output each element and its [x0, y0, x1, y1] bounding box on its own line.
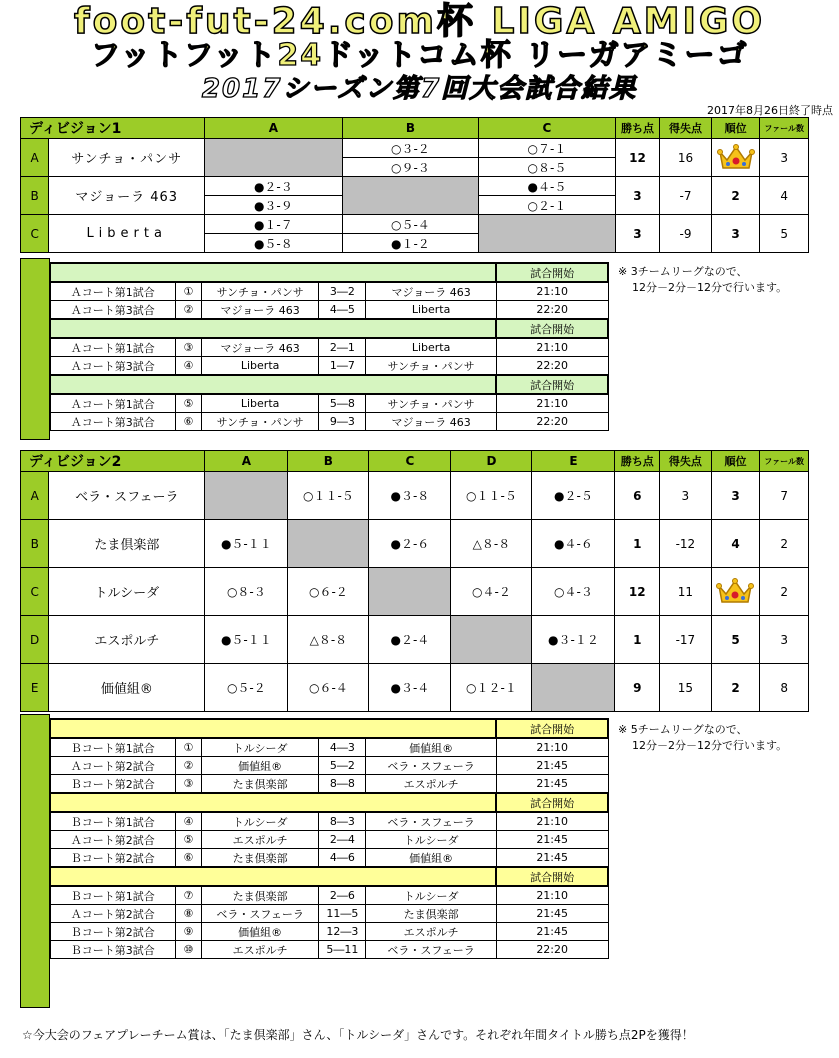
schedule-day-header [50, 867, 608, 886]
row-label: C [21, 215, 49, 253]
score: 9―3 [319, 413, 366, 431]
empty-cell [369, 568, 451, 616]
rank-header: 順位 [711, 451, 760, 472]
match-result: ●３-４ [369, 664, 451, 712]
start-time: 21:45 [496, 757, 608, 775]
start-time: 21:10 [496, 886, 608, 905]
court-game: Ａコート第3試合 [50, 413, 175, 431]
start-time-header: 試合開始 [496, 867, 608, 886]
home-team: エスポルチ [201, 941, 319, 959]
goal-diff: 16 [660, 139, 712, 177]
fouls-header: ファール数 [760, 451, 809, 472]
schedule-day-title [50, 319, 496, 338]
goal-diff: 15 [660, 664, 712, 712]
score: 4―6 [319, 849, 366, 868]
start-time: 21:45 [496, 831, 608, 849]
home-team: 価値組® [201, 757, 319, 775]
match-result: ○４-２ [451, 568, 532, 616]
away-team: Liberta [366, 301, 497, 320]
game-number: ③ [175, 338, 201, 357]
team-name: Liberta [49, 215, 205, 253]
fouls: 4 [760, 177, 809, 215]
schedule-game-row [50, 338, 608, 357]
crown-icon [717, 144, 755, 172]
col-header: C [479, 118, 616, 139]
match-result: ○９-３ [342, 158, 479, 177]
court-game: Ａコート第2試合 [50, 831, 175, 849]
rank: 2 [711, 664, 760, 712]
game-number: ⑥ [175, 413, 201, 431]
schedule-game-row [50, 282, 608, 301]
match-result: ●５-１１ [205, 520, 288, 568]
start-time: 22:20 [496, 413, 608, 431]
match-result: ●１-７ [205, 215, 343, 234]
match-result: ●３-１２ [532, 616, 615, 664]
fouls: 3 [760, 139, 809, 177]
score: 3―2 [319, 282, 366, 301]
game-number: ③ [175, 775, 201, 794]
match-result: △８-８ [288, 616, 369, 664]
game-number: ⑥ [175, 849, 201, 868]
points: 6 [615, 472, 660, 520]
away-team: 価値組® [366, 738, 496, 757]
schedule-day-header [50, 793, 608, 812]
away-team: エスポルチ [366, 775, 496, 794]
team-name: たま倶楽部 [49, 520, 205, 568]
schedule-day-header [50, 319, 608, 338]
start-time: 21:45 [496, 849, 608, 868]
match-result: ●２-５ [532, 472, 615, 520]
division1-name: ディビジョン1 [21, 118, 205, 139]
match-result: ●５-８ [205, 234, 343, 253]
row-label: B [21, 520, 49, 568]
division1-table [20, 117, 809, 253]
fouls-header: ファール数 [760, 118, 809, 139]
match-result: ●５-１１ [205, 616, 288, 664]
match-result: ○３-２ [342, 139, 479, 158]
match-result: ●４-６ [532, 520, 615, 568]
away-team: マジョーラ 463 [366, 282, 497, 301]
schedule-day-header [50, 263, 608, 282]
fouls: 8 [760, 664, 809, 712]
start-time: 21:45 [496, 905, 608, 923]
away-team: トルシーダ [366, 886, 496, 905]
match-result: ○４-３ [532, 568, 615, 616]
home-team: マジョーラ 463 [201, 301, 319, 320]
home-team: たま倶楽部 [201, 849, 319, 868]
home-team: サンチョ・パンサ [201, 282, 319, 301]
result-date: 2017年8月26日終了時点 [707, 104, 833, 117]
note-line1: ※ 5チームリーグなので、 [618, 723, 748, 736]
game-number: ⑤ [175, 831, 201, 849]
start-time: 22:20 [496, 301, 608, 320]
start-time-header: 試合開始 [496, 263, 608, 282]
schedule-game-row [50, 812, 608, 831]
start-time: 21:45 [496, 775, 608, 794]
home-team: 価値組® [201, 923, 319, 941]
start-time: 21:10 [496, 738, 608, 757]
schedule-game-row [50, 413, 608, 431]
court-game: Ｂコート第1試合 [50, 886, 175, 905]
empty-cell [205, 139, 343, 177]
schedule-game-row [50, 394, 608, 413]
schedule2-table [49, 718, 609, 959]
schedule-game-row [50, 849, 608, 868]
row-label: A [21, 472, 49, 520]
schedule-day-header [50, 719, 608, 738]
schedule-game-row [50, 941, 608, 959]
team-row [21, 616, 809, 664]
schedule-game-row [50, 886, 608, 905]
rank: 2 [711, 177, 760, 215]
schedule-game-row [50, 905, 608, 923]
schedule1-note [618, 264, 787, 296]
score: 11―5 [319, 905, 366, 923]
match-result: ○５-４ [342, 215, 479, 234]
rank [711, 139, 760, 177]
title-japanese: フットフット24ドットコム杯 リーガアミーゴ [90, 38, 749, 73]
empty-cell [288, 520, 369, 568]
game-number: ④ [175, 812, 201, 831]
schedule1-side-bar [20, 258, 50, 440]
away-team: サンチョ・パンサ [366, 394, 497, 413]
home-team: たま倶楽部 [201, 886, 319, 905]
team-name: 価値組® [49, 664, 205, 712]
points-header: 勝ち点 [615, 451, 660, 472]
points-header: 勝ち点 [615, 118, 660, 139]
away-team: 価値組® [366, 849, 496, 868]
start-time-header: 試合開始 [496, 719, 608, 738]
game-number: ⑩ [175, 941, 201, 959]
empty-cell [532, 664, 615, 712]
schedule-day-title [50, 793, 496, 812]
court-game: Ａコート第2試合 [50, 905, 175, 923]
schedule-game-row [50, 923, 608, 941]
match-result: ●３-９ [205, 196, 343, 215]
start-time: 21:45 [496, 923, 608, 941]
empty-cell [479, 215, 616, 253]
start-time: 21:10 [496, 338, 608, 357]
points: 12 [615, 568, 660, 616]
points: 1 [615, 520, 660, 568]
score: 5―2 [319, 757, 366, 775]
game-number: ① [175, 282, 201, 301]
court-game: Ａコート第1試合 [50, 394, 175, 413]
division2-table [20, 450, 809, 712]
goal-diff: -17 [660, 616, 712, 664]
match-result: ○２-１ [479, 196, 616, 215]
match-result: ○１２-１ [451, 664, 532, 712]
schedule2-side-bar [20, 714, 50, 1008]
rank: 3 [711, 215, 760, 253]
schedule-day-title [50, 375, 496, 394]
rank: 5 [711, 616, 760, 664]
game-number: ⑦ [175, 886, 201, 905]
empty-cell [451, 616, 532, 664]
score: 8―8 [319, 775, 366, 794]
team-name: マジョーラ 463 [49, 177, 205, 215]
points: 1 [615, 616, 660, 664]
schedule-game-row [50, 301, 608, 320]
score: 4―5 [319, 301, 366, 320]
away-team: トルシーダ [366, 831, 496, 849]
score: 2―6 [319, 886, 366, 905]
match-result: ●２-６ [369, 520, 451, 568]
start-time: 22:20 [496, 941, 608, 959]
match-result: ○１１-５ [288, 472, 369, 520]
schedule-day-title [50, 867, 496, 886]
home-team: トルシーダ [201, 738, 319, 757]
schedule-game-row [50, 738, 608, 757]
rank-header: 順位 [711, 118, 760, 139]
score: 2―1 [319, 338, 366, 357]
match-result: ○６-４ [288, 664, 369, 712]
start-time-header: 試合開始 [496, 319, 608, 338]
division2-name: ディビジョン2 [21, 451, 205, 472]
team-name: サンチョ・パンサ [49, 139, 205, 177]
col-header: A [205, 451, 288, 472]
fair-play-note: ☆今大会のフェアプレーチーム賞は、「たま倶楽部」さん、「トルシーダ」さんです。それぞれ年間タイトル勝ち点2Pを獲得！ [22, 1028, 694, 1042]
court-game: Ｂコート第2試合 [50, 923, 175, 941]
game-number: ② [175, 301, 201, 320]
fouls: 5 [760, 215, 809, 253]
match-result: △８-８ [451, 520, 532, 568]
points: 3 [615, 177, 660, 215]
home-team: たま倶楽部 [201, 775, 319, 794]
team-row [21, 215, 809, 234]
match-result: ○８-５ [479, 158, 616, 177]
match-result: ●２-４ [369, 616, 451, 664]
note-line2: 12分－2分－12分で行います。 [632, 739, 788, 752]
game-number: ⑨ [175, 923, 201, 941]
fouls: 2 [760, 568, 809, 616]
subtitle: 2017シーズン第7回大会試合結果 [201, 74, 638, 104]
empty-cell [205, 472, 288, 520]
home-team: トルシーダ [201, 812, 319, 831]
score: 12―3 [319, 923, 366, 941]
court-game: Ａコート第3試合 [50, 301, 175, 320]
home-team: Liberta [201, 394, 319, 413]
rank [711, 568, 760, 616]
rank: 4 [711, 520, 760, 568]
away-team: ベラ・スフェーラ [366, 757, 496, 775]
schedule-game-row [50, 775, 608, 794]
crown-icon [716, 578, 754, 606]
team-row [21, 177, 809, 196]
match-result: ●４-５ [479, 177, 616, 196]
court-game: Ａコート第1試合 [50, 282, 175, 301]
goal-diff: 11 [660, 568, 712, 616]
court-game: Ｂコート第2試合 [50, 849, 175, 868]
row-label: D [21, 616, 49, 664]
game-number: ④ [175, 357, 201, 376]
match-result: ○８-３ [205, 568, 288, 616]
start-time: 22:20 [496, 357, 608, 376]
match-result: ●１-２ [342, 234, 479, 253]
goal-diff: 3 [660, 472, 712, 520]
rank: 3 [711, 472, 760, 520]
col-header: E [532, 451, 615, 472]
start-time-header: 試合開始 [496, 793, 608, 812]
col-header: B [342, 118, 479, 139]
game-number: ① [175, 738, 201, 757]
team-row [21, 139, 809, 158]
goal-diff-header: 得失点 [660, 451, 712, 472]
match-result: ●３-８ [369, 472, 451, 520]
game-number: ② [175, 757, 201, 775]
row-label: A [21, 139, 49, 177]
schedule-day-title [50, 719, 496, 738]
home-team: サンチョ・パンサ [201, 413, 319, 431]
start-time: 21:10 [496, 394, 608, 413]
row-label: E [21, 664, 49, 712]
game-number: ⑧ [175, 905, 201, 923]
schedule1-table [49, 262, 609, 431]
empty-cell [342, 177, 479, 215]
game-number: ⑤ [175, 394, 201, 413]
goal-diff: -9 [660, 215, 712, 253]
fouls: 3 [760, 616, 809, 664]
schedule-game-row [50, 831, 608, 849]
court-game: Ｂコート第1試合 [50, 738, 175, 757]
away-team: エスポルチ [366, 923, 496, 941]
away-team: マジョーラ 463 [366, 413, 497, 431]
team-row [21, 520, 809, 568]
score: 8―3 [319, 812, 366, 831]
points: 9 [615, 664, 660, 712]
away-team: サンチョ・パンサ [366, 357, 497, 376]
court-game: Ａコート第2試合 [50, 757, 175, 775]
fouls: 2 [760, 520, 809, 568]
court-game: Ｂコート第2試合 [50, 775, 175, 794]
team-row [21, 568, 809, 616]
court-game: Ａコート第1試合 [50, 338, 175, 357]
score: 1―7 [319, 357, 366, 376]
note-line2: 12分－2分－12分で行います。 [632, 281, 788, 294]
score: 4―3 [319, 738, 366, 757]
schedule-day-header [50, 375, 608, 394]
fouls: 7 [760, 472, 809, 520]
start-time: 21:10 [496, 282, 608, 301]
match-result: ○６-２ [288, 568, 369, 616]
schedule-day-title [50, 263, 496, 282]
schedule-game-row [50, 757, 608, 775]
goal-diff-header: 得失点 [660, 118, 712, 139]
home-team: ベラ・スフェーラ [201, 905, 319, 923]
match-result: ○７-１ [479, 139, 616, 158]
team-name: トルシーダ [49, 568, 205, 616]
title-english: foot-fut-24.com杯 LIGA AMIGO [73, 1, 766, 42]
home-team: エスポルチ [201, 831, 319, 849]
away-team: たま倶楽部 [366, 905, 496, 923]
team-row [21, 664, 809, 712]
points: 12 [615, 139, 660, 177]
match-result: ●２-３ [205, 177, 343, 196]
team-row [21, 472, 809, 520]
score: 5―11 [319, 941, 366, 959]
goal-diff: -7 [660, 177, 712, 215]
note-line1: ※ 3チームリーグなので、 [618, 265, 748, 278]
row-label: C [21, 568, 49, 616]
away-team: Liberta [366, 338, 497, 357]
team-name: エスポルチ [49, 616, 205, 664]
schedule-game-row [50, 357, 608, 376]
court-game: Ｂコート第1試合 [50, 812, 175, 831]
away-team: ベラ・スフェーラ [366, 941, 496, 959]
match-result: ○５-２ [205, 664, 288, 712]
col-header: D [451, 451, 532, 472]
court-game: Ｂコート第3試合 [50, 941, 175, 959]
score: 5―8 [319, 394, 366, 413]
away-team: ベラ・スフェーラ [366, 812, 496, 831]
score: 2―4 [319, 831, 366, 849]
goal-diff: -12 [660, 520, 712, 568]
match-result: ○１１-５ [451, 472, 532, 520]
schedule2-note [618, 722, 787, 754]
row-label: B [21, 177, 49, 215]
home-team: Liberta [201, 357, 319, 376]
col-header: A [205, 118, 343, 139]
start-time-header: 試合開始 [496, 375, 608, 394]
court-game: Ａコート第3試合 [50, 357, 175, 376]
start-time: 21:10 [496, 812, 608, 831]
team-name: ベラ・スフェーラ [49, 472, 205, 520]
points: 3 [615, 215, 660, 253]
home-team: マジョーラ 463 [201, 338, 319, 357]
col-header: C [369, 451, 451, 472]
col-header: B [288, 451, 369, 472]
